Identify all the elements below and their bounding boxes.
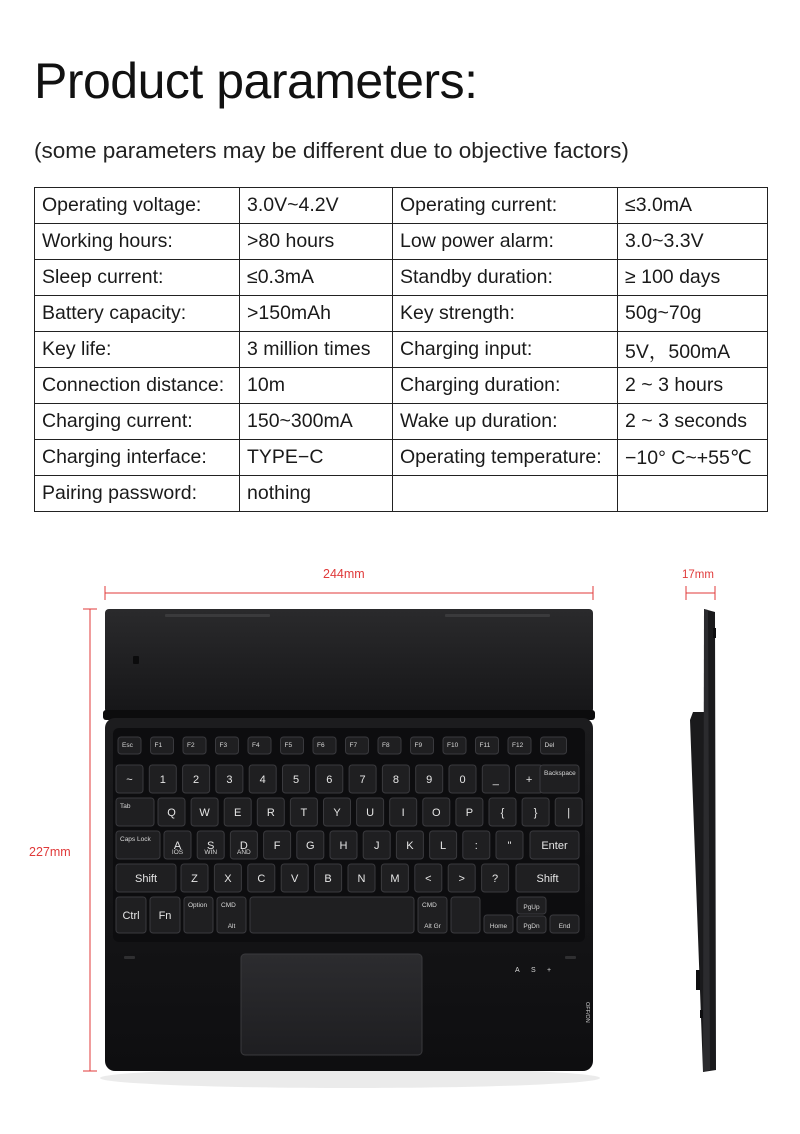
key-label: K bbox=[406, 840, 414, 852]
parameter-row bbox=[35, 404, 768, 440]
parameter-value: ≥ 100 days bbox=[618, 260, 768, 296]
key-label: F8 bbox=[382, 742, 390, 749]
parameter-row bbox=[35, 224, 768, 260]
key-label: : bbox=[474, 840, 478, 852]
parameter-label: Low power alarm: bbox=[393, 224, 618, 260]
key-label: Shift bbox=[134, 873, 158, 885]
onoff-label: OFF/ON bbox=[584, 1002, 590, 1023]
key-label: F3 bbox=[219, 742, 228, 749]
parameter-label: Key strength: bbox=[393, 296, 618, 332]
key bbox=[451, 897, 480, 933]
parameter-row bbox=[35, 296, 768, 332]
key-label: G bbox=[306, 840, 315, 852]
key-label: 2 bbox=[193, 774, 200, 786]
parameter-label: Charging input: bbox=[393, 332, 618, 368]
key-sublabel: IOS bbox=[171, 849, 184, 856]
key-label: F2 bbox=[187, 742, 195, 749]
parameter-value: 3 million times bbox=[240, 332, 393, 368]
parameter-value: >150mAh bbox=[240, 296, 393, 332]
key-label: F11 bbox=[479, 742, 491, 749]
parameter-value: ≤3.0mA bbox=[618, 188, 768, 224]
parameter-row bbox=[35, 368, 768, 404]
parameter-label bbox=[393, 476, 618, 512]
key-sublabel: WIN bbox=[204, 849, 218, 856]
key-label: | bbox=[567, 807, 571, 819]
key-label: V bbox=[291, 873, 299, 885]
key-label: X bbox=[224, 873, 232, 885]
parameter-label: Pairing password: bbox=[35, 476, 240, 512]
page-title: Product parameters: bbox=[34, 53, 478, 109]
key-sublabel: PgDn bbox=[523, 923, 540, 930]
key-label: S bbox=[207, 840, 215, 852]
indicator-a-label: A bbox=[515, 967, 520, 974]
key-sublabel: AND bbox=[237, 849, 251, 856]
key-label: Enter bbox=[541, 840, 568, 852]
keyboard-side-view bbox=[690, 609, 716, 1072]
key-label: 7 bbox=[359, 774, 366, 786]
key-label: F6 bbox=[317, 742, 325, 749]
parameter-value: 5V，500mA bbox=[618, 332, 768, 368]
key-label: Fn bbox=[158, 910, 172, 922]
keyboard-front-view bbox=[100, 609, 600, 1088]
parameter-label: Standby duration: bbox=[393, 260, 618, 296]
key bbox=[250, 897, 414, 933]
key-label: Shift bbox=[536, 873, 559, 885]
parameter-row bbox=[35, 260, 768, 296]
key-label: F1 bbox=[154, 742, 163, 749]
parameter-label: Charging interface: bbox=[35, 440, 240, 476]
height-dimension-label: 227mm bbox=[29, 845, 71, 859]
parameter-label: Sleep current: bbox=[35, 260, 240, 296]
parameter-value: 10m bbox=[240, 368, 393, 404]
parameter-label: Connection distance: bbox=[35, 368, 240, 404]
parameter-label: Charging current: bbox=[35, 404, 240, 440]
thickness-dimension-label: 17mm bbox=[682, 569, 714, 581]
key-label: } bbox=[533, 807, 538, 819]
parameter-value: 3.0V~4.2V bbox=[240, 188, 393, 224]
key-label: F7 bbox=[349, 742, 358, 749]
key-label: F5 bbox=[284, 742, 293, 749]
page-subtitle: (some parameters may be different due to objective factors) bbox=[34, 138, 629, 163]
parameter-value: −10° C~+55℃ bbox=[618, 440, 768, 476]
width-dimension-line bbox=[105, 586, 593, 600]
key-label: F9 bbox=[414, 742, 423, 749]
indicator-s-label: S bbox=[531, 967, 536, 974]
parameter-value: 3.0~3.3V bbox=[618, 224, 768, 260]
key-label: 3 bbox=[226, 774, 233, 786]
key-label: Esc bbox=[122, 742, 133, 749]
key-label: P bbox=[465, 807, 474, 819]
parameter-value: 50g~70g bbox=[618, 296, 768, 332]
parameter-row bbox=[35, 476, 768, 512]
key-label: 8 bbox=[392, 774, 399, 786]
thickness-dimension-line bbox=[686, 586, 715, 600]
key-label: C bbox=[257, 873, 266, 885]
key-label: W bbox=[199, 807, 210, 819]
parameter-label: Key life: bbox=[35, 332, 240, 368]
key-sublabel: Home bbox=[489, 923, 508, 930]
key-label: F10 bbox=[447, 742, 459, 749]
parameter-label: Operating current: bbox=[393, 188, 618, 224]
key-label: CMD bbox=[221, 902, 236, 909]
key-label: F bbox=[273, 840, 281, 852]
key-label: ~ bbox=[126, 774, 133, 786]
key-label: Ctrl bbox=[122, 910, 140, 922]
key-label: U bbox=[366, 807, 375, 819]
key-label: D bbox=[239, 840, 248, 852]
parameter-label: Charging duration: bbox=[393, 368, 618, 404]
key-label: O bbox=[432, 807, 441, 819]
key-label: Caps Lock bbox=[120, 836, 151, 843]
parameter-label: Battery capacity: bbox=[35, 296, 240, 332]
key-label: ? bbox=[492, 873, 499, 885]
parameter-row bbox=[35, 440, 768, 476]
parameter-value: 150~300mA bbox=[240, 404, 393, 440]
parameter-label: Wake up duration: bbox=[393, 404, 618, 440]
width-dimension-label: 244mm bbox=[323, 567, 365, 581]
key-label: I bbox=[401, 807, 405, 819]
key-label: F4 bbox=[252, 742, 260, 749]
key-label: Backspace bbox=[544, 770, 576, 777]
key-label: L bbox=[440, 840, 447, 852]
key-label: " bbox=[507, 840, 512, 852]
key-sublabel: Alt bbox=[227, 923, 236, 930]
keyboard-figure bbox=[0, 540, 800, 1134]
key-sublabel: Alt Gr bbox=[424, 923, 441, 930]
key-label: J bbox=[373, 840, 380, 852]
key-label: F12 bbox=[512, 742, 524, 749]
key-label: > bbox=[458, 873, 465, 885]
parameter-value: 2 ~ 3 hours bbox=[618, 368, 768, 404]
key-label: + bbox=[525, 774, 533, 786]
key-label: Tab bbox=[120, 803, 131, 810]
indicator-plus-label: + bbox=[547, 967, 552, 974]
parameter-value: >80 hours bbox=[240, 224, 393, 260]
key-label: H bbox=[339, 840, 348, 852]
key-sublabel: PgUp bbox=[523, 904, 540, 911]
touchpad bbox=[241, 954, 422, 1055]
parameter-value: TYPE−C bbox=[240, 440, 393, 476]
parameter-label: Operating voltage: bbox=[35, 188, 240, 224]
parameter-row bbox=[35, 332, 768, 368]
parameter-value: nothing bbox=[240, 476, 393, 512]
key-label: A bbox=[173, 840, 182, 852]
parameter-row bbox=[35, 188, 768, 224]
key-label: M bbox=[390, 873, 400, 885]
key-label: E bbox=[234, 807, 242, 819]
key-label: _ bbox=[492, 774, 499, 786]
parameter-label: Working hours: bbox=[35, 224, 240, 260]
keyboard-cover bbox=[105, 609, 593, 713]
key-label: Del bbox=[544, 742, 555, 749]
key-label: 0 bbox=[459, 774, 466, 786]
key-label: 1 bbox=[159, 774, 166, 786]
key-label: { bbox=[500, 807, 505, 819]
key-label: Q bbox=[167, 807, 176, 819]
key-label: Option bbox=[188, 902, 208, 909]
key-label: R bbox=[266, 807, 275, 819]
parameter-label: Operating temperature: bbox=[393, 440, 618, 476]
parameter-value bbox=[618, 476, 768, 512]
key-label: B bbox=[324, 873, 332, 885]
key-label: N bbox=[357, 873, 366, 885]
key-sublabel: End bbox=[558, 923, 571, 930]
parameter-value: 2 ~ 3 seconds bbox=[618, 404, 768, 440]
parameters-table bbox=[34, 187, 768, 512]
parameter-value: ≤0.3mA bbox=[240, 260, 393, 296]
key-label: 5 bbox=[292, 774, 300, 786]
key-label: T bbox=[300, 807, 308, 819]
key-label: Z bbox=[191, 873, 198, 885]
key-label: 4 bbox=[259, 774, 266, 786]
key-label: 9 bbox=[426, 774, 433, 786]
key-label: 6 bbox=[326, 774, 333, 786]
key-label: CMD bbox=[422, 902, 437, 909]
key-label: Y bbox=[333, 807, 341, 819]
height-dimension-line bbox=[83, 609, 97, 1071]
key-label: < bbox=[425, 873, 432, 885]
